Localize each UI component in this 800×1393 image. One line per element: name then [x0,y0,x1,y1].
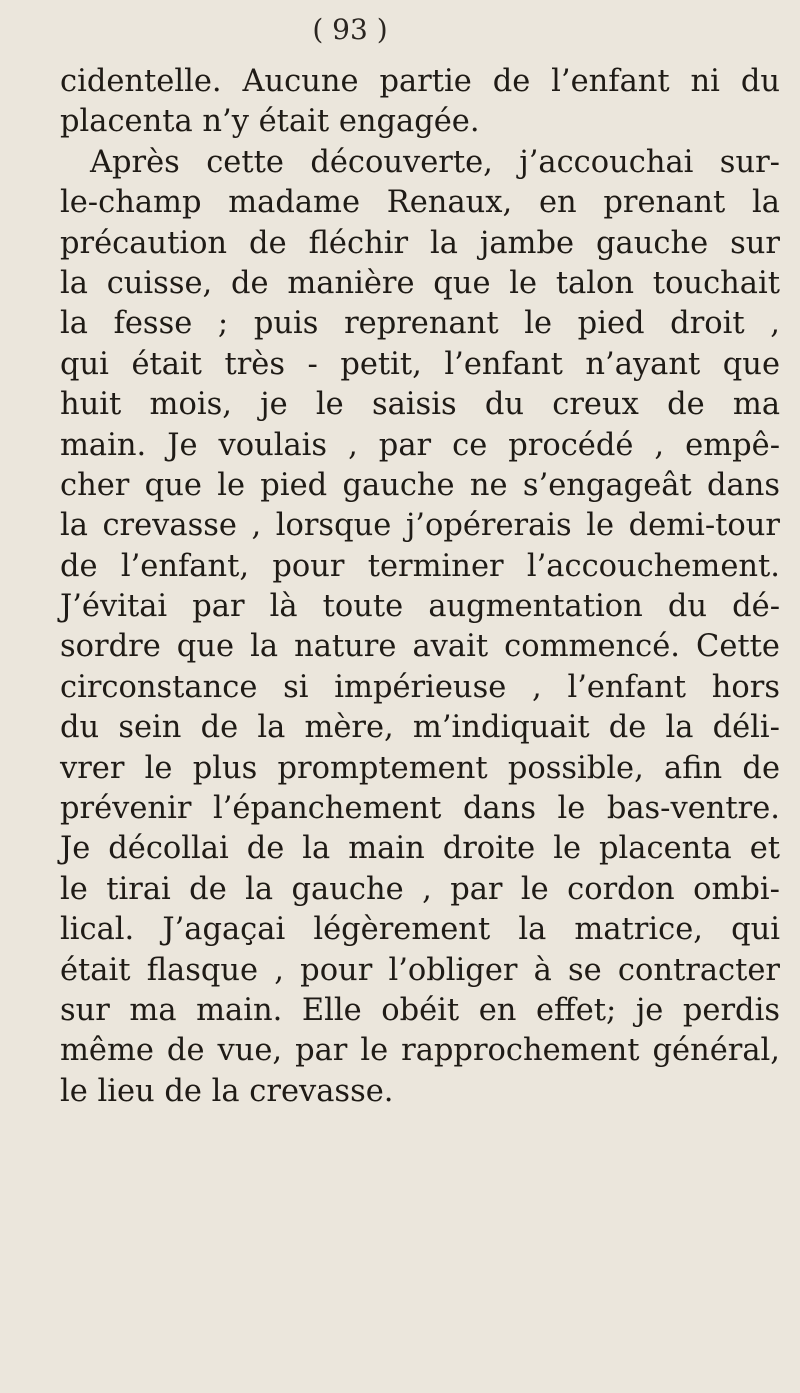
text-line: même de vue, par le rapprochement général, [60,1033,780,1069]
text-line: J’évitai par là toute augmentation du dé- [60,589,780,625]
page-number: ( 93 ) [312,13,388,46]
text-line: le lieu de la crevasse. [60,1073,394,1109]
text-line: la cuisse, de manière que le talon touchait [60,265,780,301]
text-line: huit mois, je le saisis du creux de ma [60,387,780,423]
text-line: du sein de la mère, m’indiquait de la déli- [60,710,780,746]
text-line: sordre que la nature avait commencé. Cette [60,629,780,665]
text-line: placenta n’y était engagée. [60,104,480,140]
text-line: lical. J’agaçai légèrement la matrice, qui [60,912,780,948]
text-line: le-champ madame Renaux, en prenant la [60,185,780,221]
text-line: était flasque , pour l’obliger à se contracter [60,952,780,988]
text-line: sur ma main. Elle obéit en effet; je perdis [60,992,780,1028]
text-line: prévenir l’épanchement dans le bas-ventre. [60,791,780,827]
text-line: Après cette découverte, j’accouchai sur- [90,144,780,180]
text-line: qui était très - petit, l’enfant n’ayant que [60,346,780,382]
text-line: précaution de fléchir la jambe gauche sur [60,225,780,261]
text-line: Je décollai de la main droite le placenta et [60,831,780,867]
text-line: le tirai de la gauche , par le cordon ombi- [60,871,780,907]
text-line: de l’enfant, pour terminer l’accouchement. [60,548,780,584]
body-text [60,62,780,1112]
text-line: la crevasse , lorsque j’opérerais le demi-tour [60,508,780,544]
text-line: la fesse ; puis reprenant le pied droit , [60,306,780,342]
text-line: cher que le pied gauche ne s’engageât dans [60,467,780,503]
text-line: vrer le plus promptement possible, afin de [60,750,780,786]
text-line: circonstance si impérieuse , l’enfant hors [60,669,780,705]
text-line: main. Je voulais , par ce procédé , empê- [60,427,780,463]
text-line: cidentelle. Aucune partie de l’enfant ni du [60,64,780,99]
